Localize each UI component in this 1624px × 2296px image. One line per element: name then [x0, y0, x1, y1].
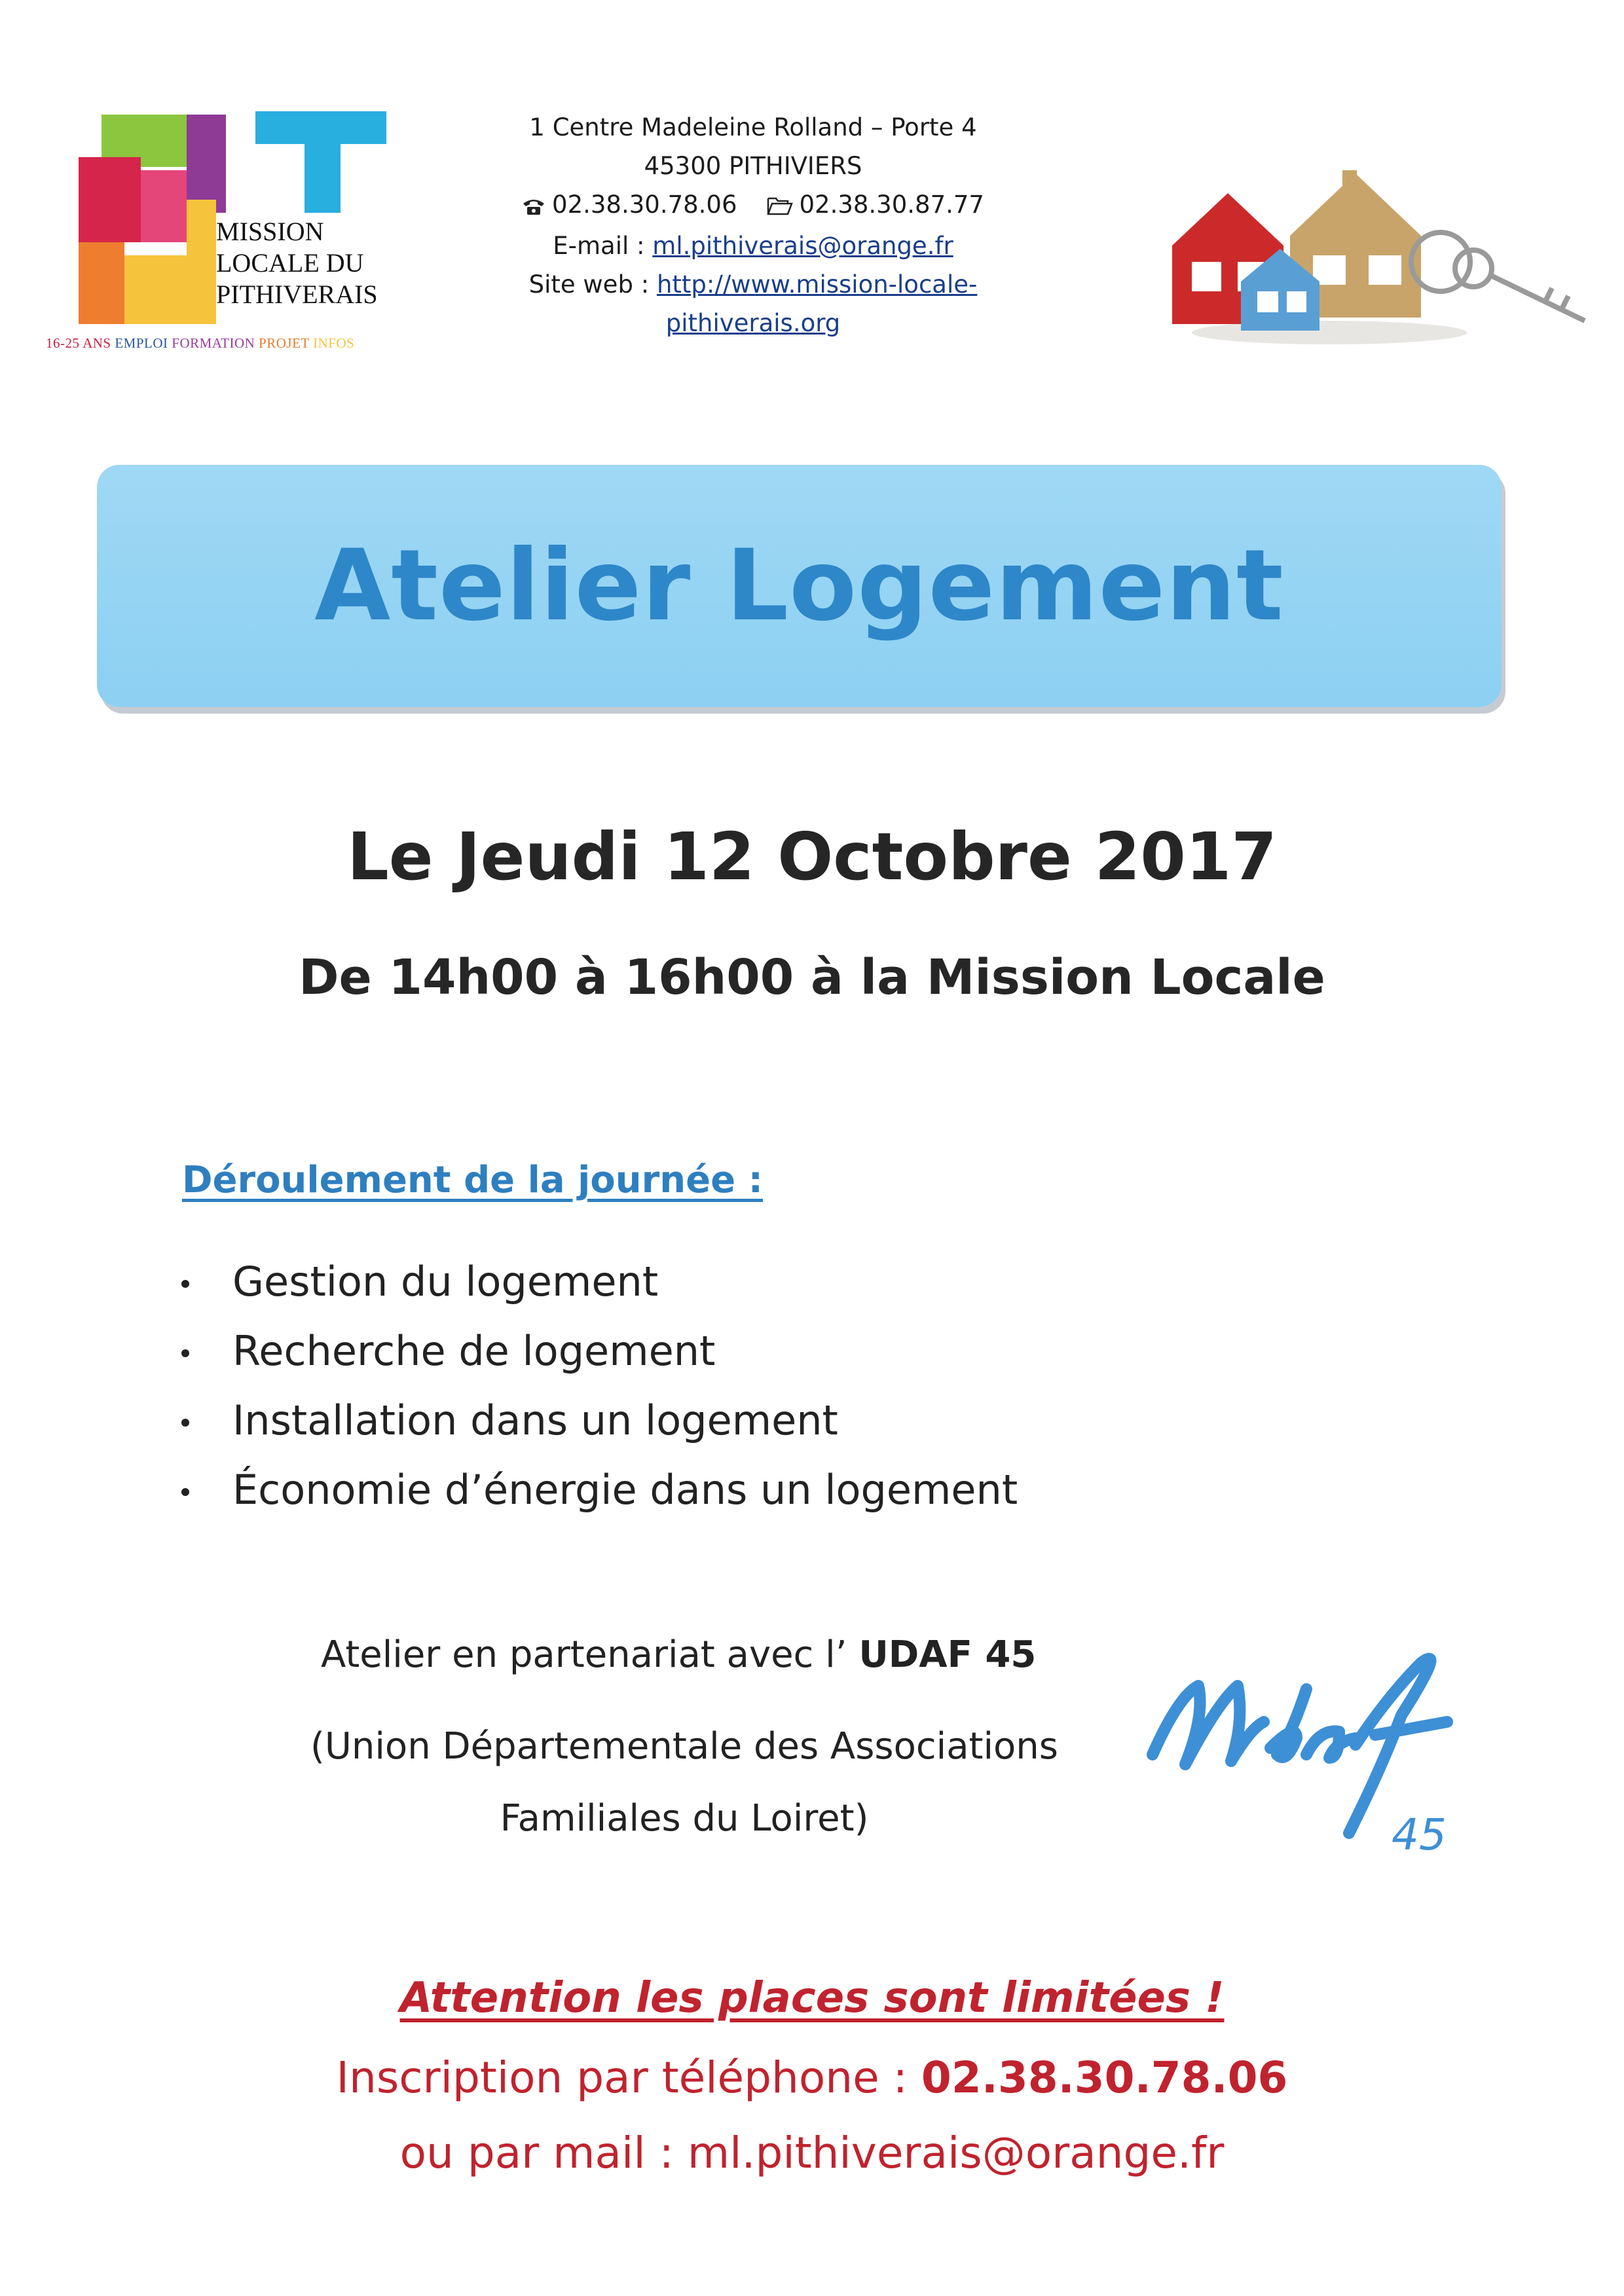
list-item-text: Économie d’énergie dans un logement — [232, 1466, 1018, 1514]
partnership-prefix: Atelier en partenariat avec l’ — [321, 1633, 847, 1676]
list-item — [177, 1386, 1018, 1455]
event-time: De 14h00 à 16h00 à la Mission Locale — [299, 949, 1325, 1006]
website-label: Site web : — [528, 270, 650, 299]
email-label: E-mail : — [553, 232, 645, 260]
tagline-emploi: EMPLOI — [115, 335, 168, 351]
logo-block-yellow-stem — [187, 200, 216, 324]
title-banner — [97, 465, 1502, 707]
key-icon — [1411, 232, 1585, 321]
logo-block-purple — [187, 115, 226, 213]
inscription-mail: ou par mail : ml.pithiverais@orange.fr — [399, 2128, 1225, 2178]
telephone-icon — [522, 188, 545, 227]
logo-line-3: PITHIVERAIS — [216, 280, 378, 309]
bullet-icon — [181, 1280, 189, 1288]
fax-number: 02.38.30.87.77 — [799, 191, 984, 219]
partner-name: UDAF 45 — [858, 1633, 1037, 1676]
union-line-2: Familiales du Loiret) — [500, 1797, 869, 1840]
tagline-infos: INFOS — [313, 335, 355, 351]
list-item-text: Gestion du logement — [232, 1258, 659, 1305]
list-item-text: Installation dans un logement — [232, 1396, 838, 1444]
bullet-icon — [181, 1349, 189, 1357]
logo-block-blue-stem — [304, 144, 341, 213]
phone-item — [522, 185, 737, 227]
page-title: Atelier Logement — [314, 529, 1284, 643]
logo-line-1: MISSION — [216, 217, 324, 246]
website-row — [471, 265, 1035, 304]
folder-icon — [767, 188, 793, 227]
contact-block — [471, 108, 1035, 342]
email-row — [471, 227, 1035, 265]
logo-tagline — [46, 335, 354, 352]
logo-name — [216, 216, 432, 310]
logo-block-red — [79, 157, 141, 242]
attention-notice: Attention les places sont limitées ! — [399, 1974, 1225, 2022]
program-list — [177, 1247, 1018, 1525]
event-date: Le Jeudi 12 Octobre 2017 — [347, 818, 1277, 895]
logo-block-orange — [79, 242, 124, 324]
fax-item — [767, 185, 984, 227]
list-item — [177, 1455, 1018, 1525]
logo-block-blue — [255, 111, 386, 144]
list-item-text: Recherche de logement — [232, 1327, 716, 1375]
udaf-logo-number: 45 — [1392, 1810, 1447, 1860]
website-link-part-2[interactable]: pithiverais.org — [665, 309, 841, 337]
inscription-phone: 02.38.30.78.06 — [921, 2052, 1288, 2103]
inscription-prefix: Inscription par téléphone : — [336, 2052, 921, 2103]
website-link-part-1[interactable]: http://www.mission-locale- — [656, 270, 978, 299]
tagline-projet: PROJET — [259, 335, 310, 351]
bullet-icon — [181, 1488, 189, 1496]
logo-line-2: LOCALE DU — [216, 248, 364, 278]
email-link[interactable]: ml.pithiverais@orange.fr — [652, 232, 953, 260]
tagline-formation: FORMATION — [172, 335, 255, 351]
list-item — [177, 1247, 1018, 1317]
list-item — [177, 1317, 1018, 1386]
website-row-2 — [471, 304, 1035, 342]
logo-block-magenta — [141, 170, 187, 242]
address-line-1: 1 Centre Madeleine Rolland – Porte 4 — [529, 113, 977, 141]
program-heading: Déroulement de la journée : — [182, 1159, 763, 1201]
address-line-2: 45300 PITHIVIERS — [644, 152, 862, 180]
houses-key-illustration — [1166, 157, 1598, 354]
tagline-age: 16-25 ANS — [46, 335, 111, 351]
udaf-logo — [1139, 1624, 1513, 1866]
inscription-line — [0, 2052, 1624, 2103]
phone-fax-row — [471, 185, 1035, 227]
union-line-1: (Union Départementale des Associations — [310, 1725, 1058, 1768]
bullet-icon — [181, 1419, 189, 1427]
phone-number: 02.38.30.78.06 — [552, 191, 737, 219]
partnership-line — [321, 1633, 1036, 1676]
